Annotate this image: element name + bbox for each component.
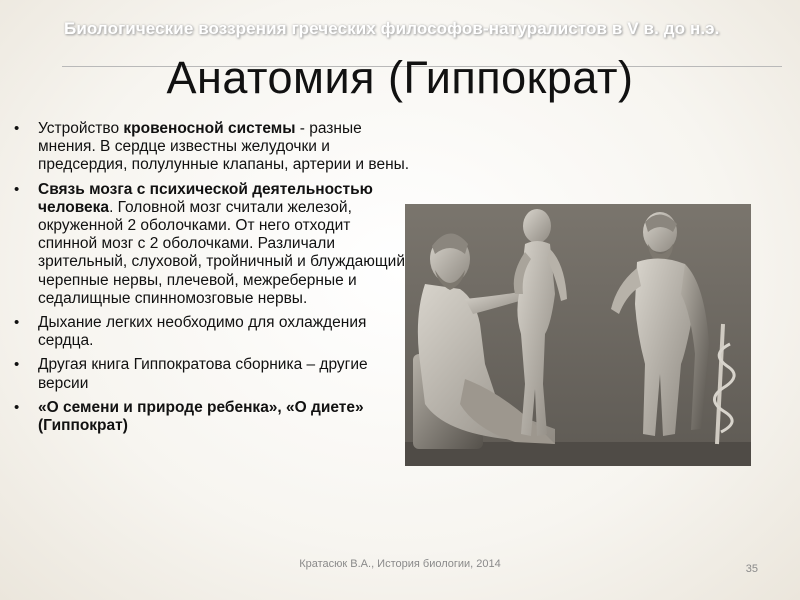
slide-title: Анатомия (Гиппократ) [166,52,634,103]
bullet-item [10,356,410,392]
bullet-text: Дыхание легких необходимо для охлаждения сердца. [38,314,367,350]
bullet-item [10,399,410,435]
bullet-bold-text: «О семени и природе ребенка», «О диете» (Гиппократ) [38,398,364,435]
bullet-list [10,120,410,441]
bullet-marker: • [14,314,20,332]
page-number: 35 [745,563,758,575]
section-header: Биологические воззрения греческих философов-натуралистов в V в. до н.э. [64,19,720,38]
footer-credit: Кратасюк В.А., История биологии, 2014 [299,558,501,570]
bullet-text: Устройство [38,120,124,137]
bullet-item [10,314,410,350]
bullet-bold-text: кровеносной системы [123,120,296,137]
bullet-text: Другая книга Гиппократова сборника – другие версии [38,356,368,392]
bullet-item [10,120,410,175]
bullet-bold-text: Связь мозга с психической деятельностью человека [38,180,373,216]
bullet-text: - разные мнения. В сердце известны желудочки и предсердия, полулунные клапаны, артерии и вены. [38,120,410,174]
bullet-marker: • [14,356,20,374]
bullet-item [10,181,410,308]
hippocrates-relief-image [405,204,751,466]
bullet-marker: • [14,398,20,416]
bullet-marker: • [14,120,20,137]
bullet-text: . Головной мозг считали железой, окруженной 2 оболочками. От него отходит спинной мозг с 2 оболочками. Различали зрительный, слуховой, тройничный и блуждающий черепные нервы, плечевой, межреберные и седалищные спинномозговые нервы. [38,198,405,307]
bullet-marker: • [14,180,20,198]
relief-illustration [405,204,751,466]
